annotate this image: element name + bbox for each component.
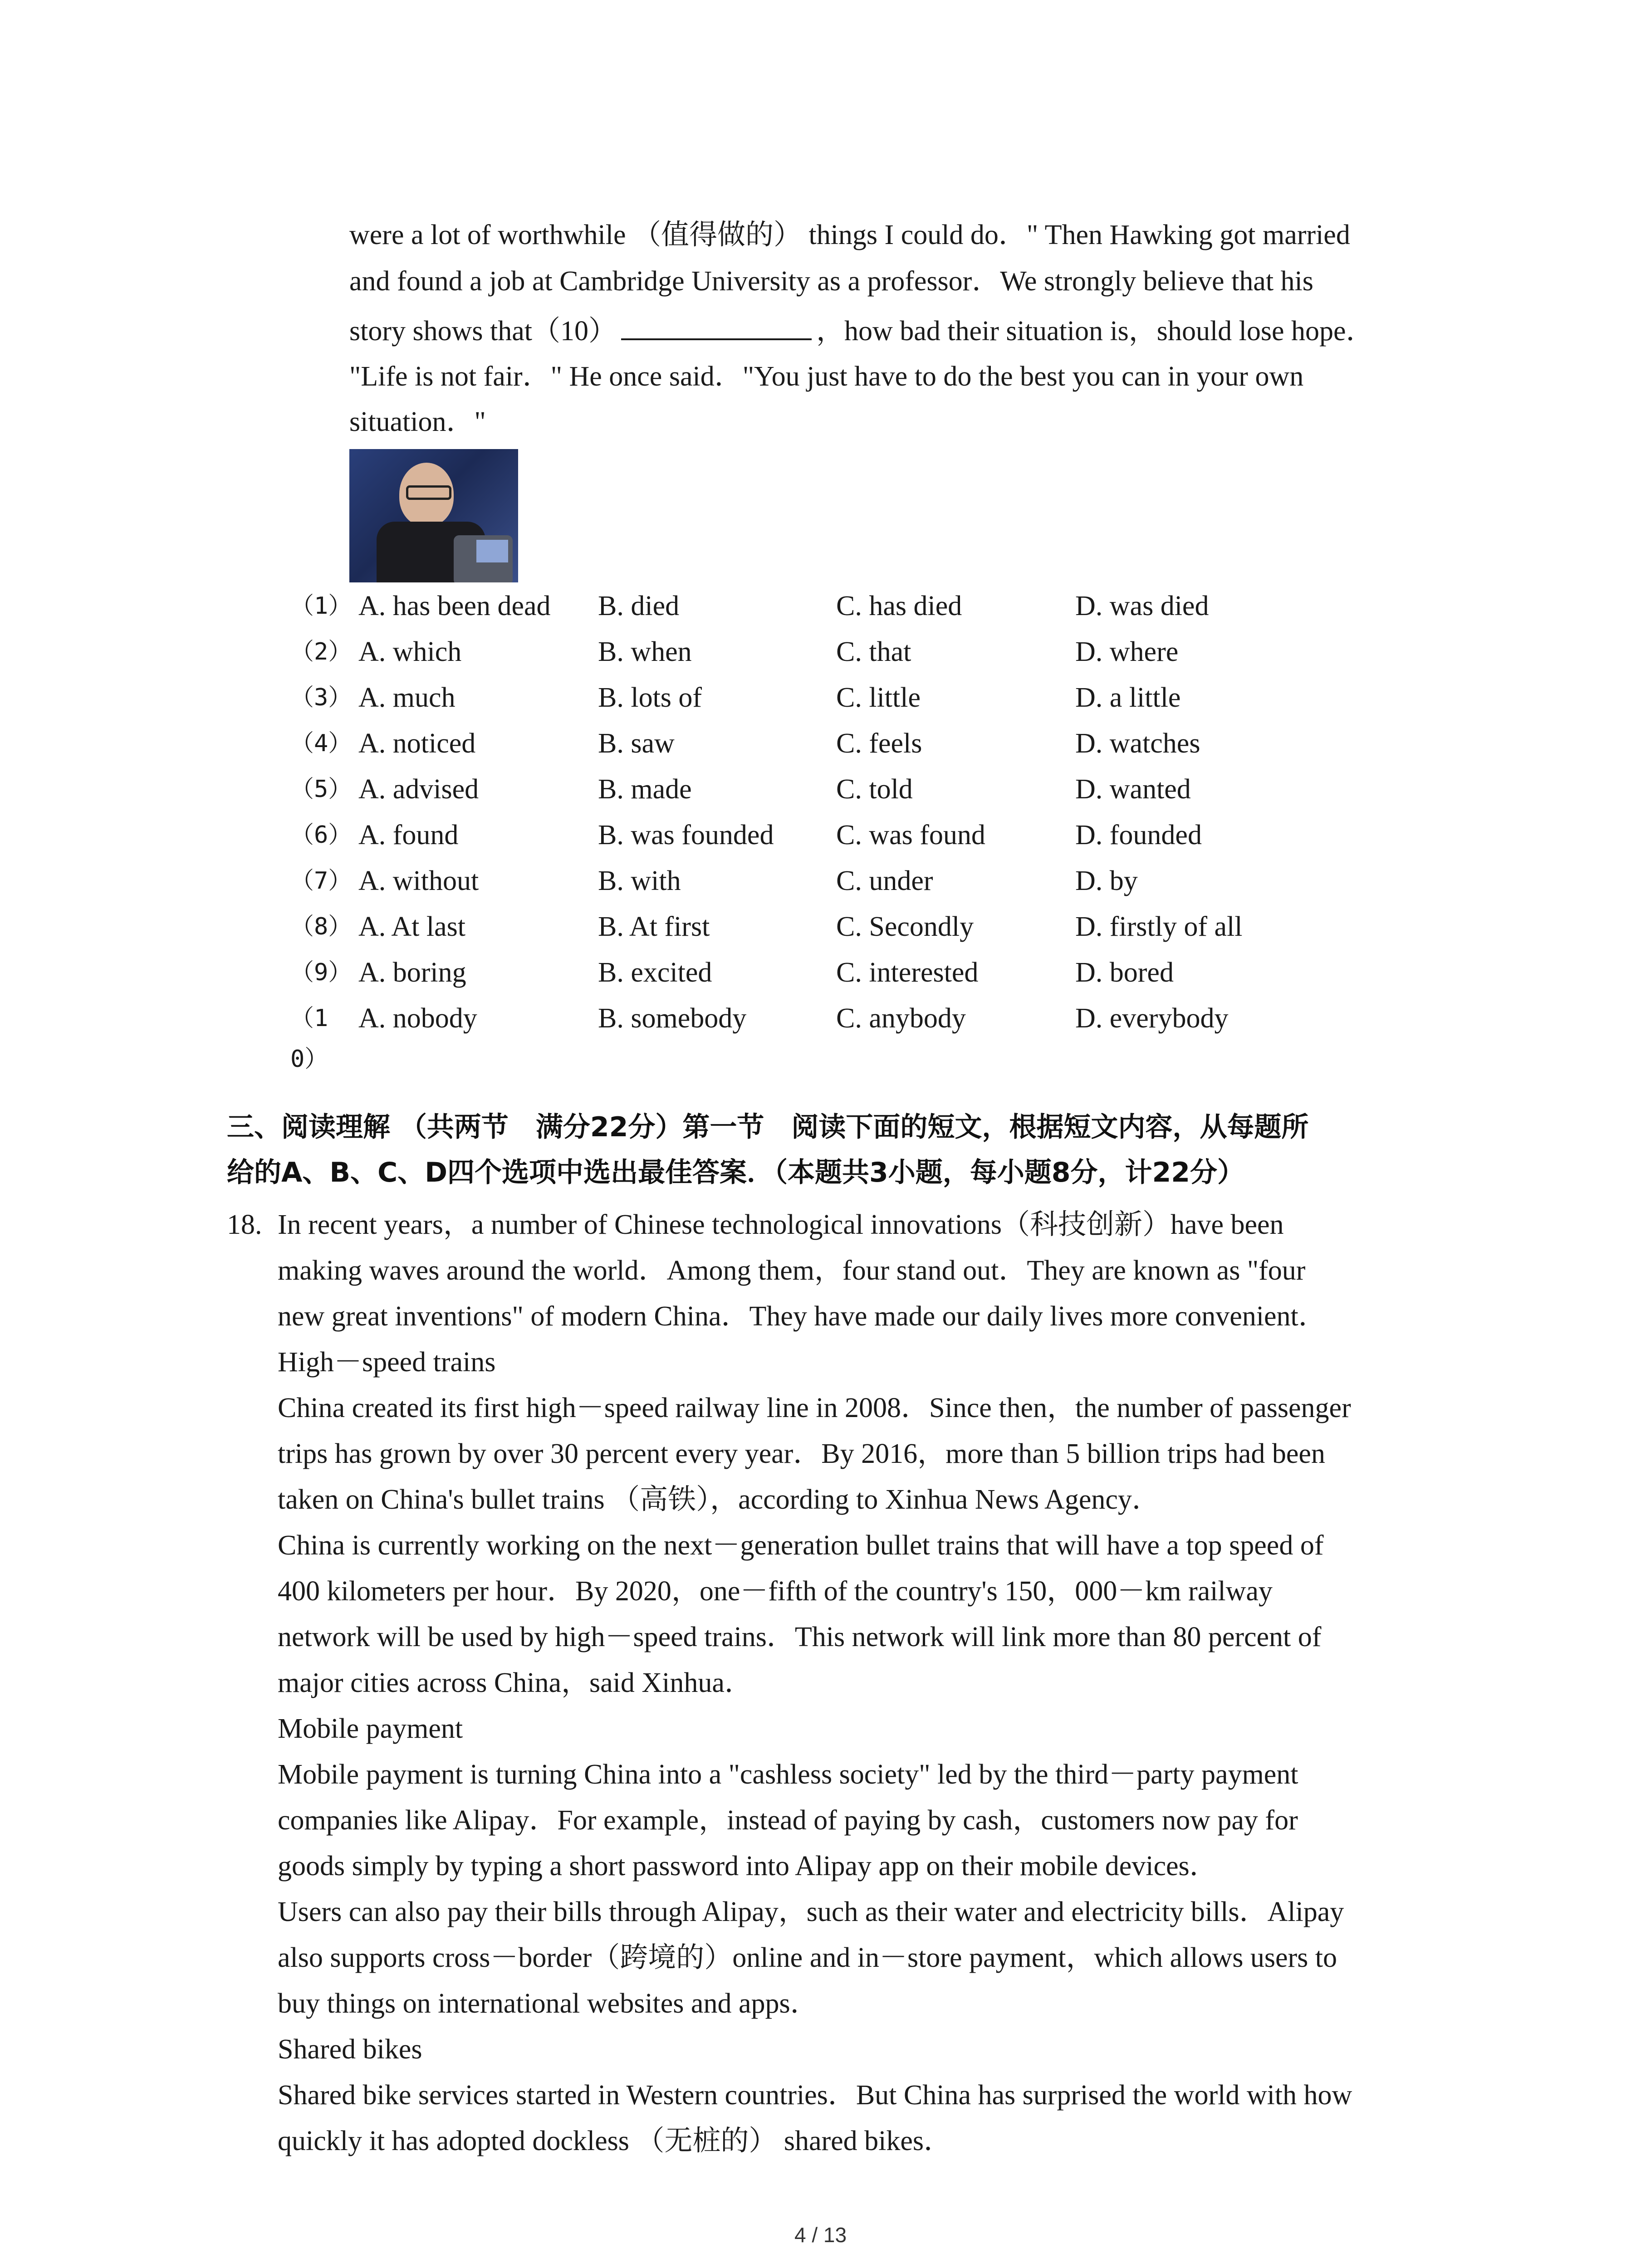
question-number: （3）: [290, 684, 352, 711]
option-d[interactable]: D. founded: [1075, 820, 1202, 850]
q18-line: Shared bikes: [278, 2034, 422, 2065]
question-number: （10）: [290, 1005, 328, 1073]
option-b[interactable]: B. somebody: [598, 1003, 747, 1034]
option-b[interactable]: B. was founded: [598, 820, 774, 850]
section-heading-line-1: 三、阅读理解 （共两节 满分22分）第一节 阅读下面的短文，根据短文内容，从每题所: [227, 1111, 1309, 1143]
option-a[interactable]: A. which: [358, 636, 462, 667]
passage-line-1: were a lot of worthwhile （值得做的） things I could do．" Then Hawking got married: [349, 220, 1350, 250]
option-b[interactable]: B. when: [598, 636, 692, 667]
photo-glasses: [406, 485, 451, 500]
passage-line-3: [349, 313, 1374, 349]
option-a[interactable]: A. found: [358, 820, 459, 850]
q18-line: trips has grown by over 30 percent every year．By 2016，more than 5 billion trips had been: [278, 1438, 1325, 1469]
option-b[interactable]: B. made: [598, 774, 692, 805]
option-c[interactable]: C. little: [836, 682, 921, 713]
option-c[interactable]: C. that: [836, 636, 911, 667]
option-c[interactable]: C. feels: [836, 728, 922, 759]
passage-line-3-prefix: story shows that（10）: [349, 316, 617, 347]
question-18-number: 18.: [227, 1209, 262, 1240]
q18-line: Users can also pay their bills through Alipay，such as their water and electricity bills．Alipay: [278, 1897, 1344, 1927]
option-a[interactable]: A. boring: [358, 957, 466, 988]
option-b[interactable]: B. excited: [598, 957, 712, 988]
question-number: （8）: [290, 913, 352, 940]
option-a[interactable]: A. advised: [358, 774, 479, 805]
q18-line: buy things on international websites and apps．: [278, 1988, 818, 2019]
q18-line: 400 kilometers per hour．By 2020，one－fifth of the country's 150，000－km railway: [278, 1576, 1273, 1607]
option-b[interactable]: B. with: [598, 865, 681, 896]
option-a[interactable]: A. has been dead: [358, 591, 551, 621]
option-b[interactable]: B. saw: [598, 728, 675, 759]
q18-line: network will be used by high－speed trains．This network will link more than 80 percent of: [278, 1622, 1322, 1652]
option-a[interactable]: A. nobody: [358, 1003, 477, 1034]
option-d[interactable]: D. bored: [1075, 957, 1174, 988]
q18-line: China is currently working on the next－generation bullet trains that will have a top speed of: [278, 1530, 1324, 1561]
option-d[interactable]: D. wanted: [1075, 774, 1191, 805]
option-a[interactable]: A. noticed: [358, 728, 476, 759]
q18-line: High－speed trains: [278, 1347, 496, 1378]
option-c[interactable]: C. under: [836, 865, 933, 896]
question-number: （1）: [290, 592, 352, 620]
option-d[interactable]: D. firstly of all: [1075, 911, 1243, 942]
option-d[interactable]: D. a little: [1075, 682, 1181, 713]
option-a[interactable]: A. without: [358, 865, 479, 896]
option-c[interactable]: C. anybody: [836, 1003, 966, 1034]
q18-line: new great inventions" of modern China．They have made our daily lives more convenient．: [278, 1301, 1327, 1332]
q18-line: major cities across China，said Xinhua．: [278, 1667, 753, 1698]
question-number: （9）: [290, 959, 352, 986]
q18-line: China created its first high－speed railway line in 2008．Since then，the number of passenger: [278, 1393, 1351, 1423]
question-number: （5）: [290, 776, 352, 803]
q18-line: Mobile payment is turning China into a "cashless society" led by the third－party payment: [278, 1759, 1298, 1790]
question-number: （7）: [290, 867, 352, 894]
page-number: 4 / 13: [794, 2223, 847, 2247]
q18-line: companies like Alipay．For example，instead of paying by cash，customers now pay for: [278, 1805, 1298, 1836]
passage-line-2: and found a job at Cambridge University as a professor．We strongly believe that his: [349, 266, 1313, 297]
passage-line-4: "Life is not fair．" He once said．"You just have to do the best you can in your own: [349, 361, 1304, 392]
q18-line: Mobile payment: [278, 1713, 463, 1744]
option-a[interactable]: A. At last: [358, 911, 465, 942]
q18-line: making waves around the world．Among them，four stand out．They are known as "four: [278, 1255, 1306, 1286]
option-d[interactable]: D. watches: [1075, 728, 1200, 759]
q18-line: Shared bike services started in Western countries．But China has surprised the world with how: [278, 2080, 1352, 2111]
q18-line: quickly it has adopted dockless （无桩的） shared bikes．: [278, 2126, 952, 2156]
passage-line-5: situation．": [349, 406, 486, 437]
option-d[interactable]: D. was died: [1075, 591, 1209, 621]
option-c[interactable]: C. was found: [836, 820, 985, 850]
option-c[interactable]: C. Secondly: [836, 911, 974, 942]
hawking-photo: [349, 449, 518, 582]
q18-line: In recent years，a number of Chinese technological innovations（科技创新）have been: [278, 1209, 1284, 1240]
question-number: （6）: [290, 821, 352, 849]
q18-line: goods simply by typing a short password into Alipay app on their mobile devices．: [278, 1851, 1218, 1882]
option-d[interactable]: D. where: [1075, 636, 1179, 667]
option-c[interactable]: C. told: [836, 774, 913, 805]
option-c[interactable]: C. has died: [836, 591, 962, 621]
question-number: （2）: [290, 638, 352, 665]
option-c[interactable]: C. interested: [836, 957, 979, 988]
option-d[interactable]: D. by: [1075, 865, 1138, 896]
question-number: （4）: [290, 730, 352, 757]
option-b[interactable]: B. died: [598, 591, 680, 621]
passage-line-3-suffix: ，how bad their situation is，should lose hope．: [816, 316, 1374, 347]
option-b[interactable]: B. lots of: [598, 682, 702, 713]
option-d[interactable]: D. everybody: [1075, 1003, 1229, 1034]
q18-line: taken on China's bullet trains （高铁），according to Xinhua News Agency．: [278, 1484, 1160, 1515]
option-b[interactable]: B. At first: [598, 911, 710, 942]
section-heading-line-2: 给的A、B、C、D四个选项中选出最佳答案．（本题共3小题，每小题8分，计22分）: [227, 1157, 1244, 1188]
photo-screen: [476, 540, 508, 562]
option-a[interactable]: A. much: [358, 682, 456, 713]
blank-10[interactable]: [621, 316, 812, 340]
q18-line: also supports cross－border（跨境的）online and in－store payment，which allows users to: [278, 1942, 1337, 1973]
